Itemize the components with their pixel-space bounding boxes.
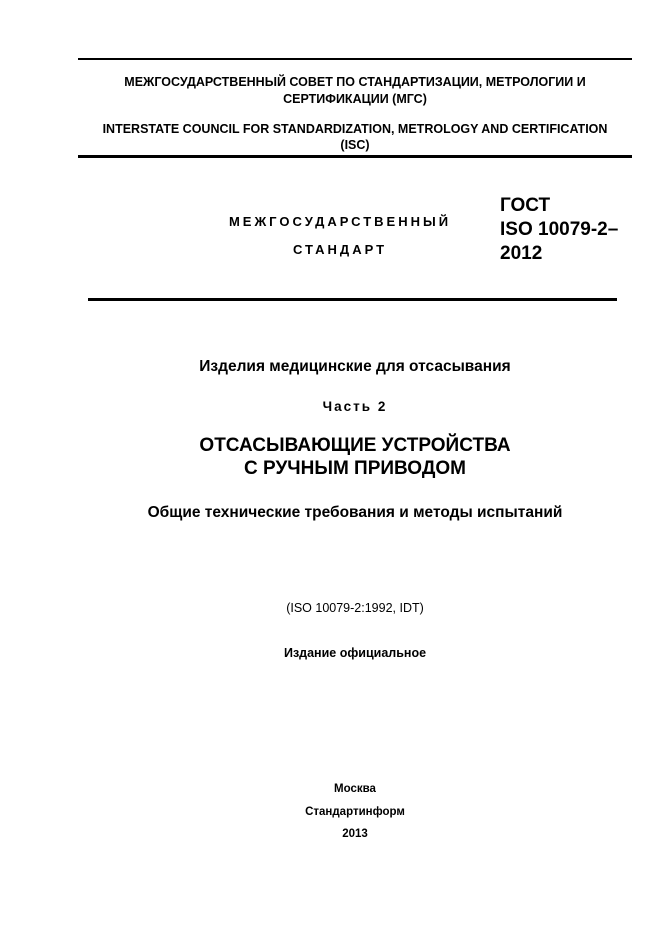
council-name-en-line1: INTERSTATE COUNCIL FOR STANDARDIZATION, METROLOGY AND CERTIFICATION: [102, 122, 608, 136]
council-name-ru-line2: СЕРТИФИКАЦИИ (МГС): [283, 92, 427, 106]
standard-code: [500, 194, 650, 266]
council-name-ru-line1: МЕЖГОСУДАРСТВЕННЫЙ СОВЕТ ПО СТАНДАРТИЗАЦИИ, МЕТРОЛОГИИ И: [124, 75, 586, 89]
standard-code-line1: ГОСТ: [500, 195, 551, 216]
top-rule: [78, 58, 632, 60]
document-subtitle: [0, 434, 661, 480]
council-name-ru: [80, 74, 630, 108]
standard-code-line2: ISO 10079-2–: [500, 219, 619, 240]
document-part: Часть 2: [322, 399, 388, 414]
council-name-en-line2: (ISC): [340, 138, 370, 152]
header-bottom-rule: [78, 155, 632, 158]
document-subtitle-line2: С РУЧНЫМ ПРИВОДОМ: [244, 458, 466, 479]
imprint-publisher: Стандартинформ: [305, 806, 405, 818]
document-description: Общие технические требования и методы испытаний: [147, 504, 563, 521]
iso-reference: (ISO 10079-2:1992, IDT): [286, 601, 424, 615]
council-name-en: [80, 121, 630, 153]
document-subtitle-line1: ОТСАСЫВАЮЩИЕ УСТРОЙСТВА: [199, 435, 511, 456]
edition-label: Издание официальное: [283, 646, 427, 660]
imprint-place: Москва: [334, 783, 376, 795]
standard-type-line2: СТАНДАРТ: [292, 242, 388, 257]
standard-block-rule: [88, 298, 617, 301]
standard-type-line1: МЕЖГОСУДАРСТВЕННЫЙ: [228, 214, 452, 229]
document-title: Изделия медицинские для отсасывания: [199, 358, 511, 375]
imprint-year: 2013: [342, 828, 368, 840]
standard-code-line3: 2012: [500, 243, 543, 264]
